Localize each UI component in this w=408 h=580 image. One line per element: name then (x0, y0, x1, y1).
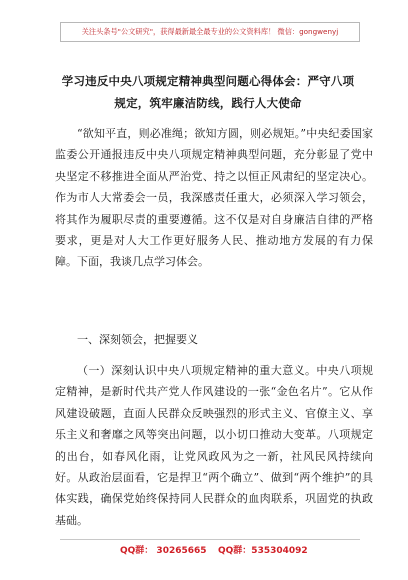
footer-qq-group-1: QQ群： 30265665 (120, 546, 207, 556)
body-section-intro (55, 123, 373, 273)
page-footer (60, 539, 360, 557)
document-title (58, 70, 358, 114)
title-line-2: 规定，筑牢廉洁防线，践行人大使命 (114, 96, 302, 110)
title-line-1: 学习违反中央八项规定精神典型问题心得体会：严守八项 (61, 74, 355, 88)
footer-qq-group-2: QQ群：535304092 (218, 546, 308, 556)
body-section-heading (55, 329, 373, 350)
promo-banner: 关注头条号"公文研究"，获得最新最全最专业的公文资料库！ 微信：gongwenyj (60, 22, 360, 42)
paragraph-intro: “欲知平直，则必准绳；欲知方圆，则必规矩。”中央纪委国家监委公开通报违反中央八项规定精神典型问题，充分彰显了党中央坚定不移推进全面从严治党、持之以恒正风肃纪的坚定决心。作为市人大常委会一员，我深感责任重大，必须深入学习领会，将其作为履职尽责的重要遵循。这不仅是对自身廉洁自律的严格要求，更是对人大工作更好服务人民、推动地方发展的有力保障。下面，我谈几点学习体会。 (55, 127, 373, 269)
paragraph-significance: （一）深刻认识中央八项规定精神的重大意义。中央八项规定精神，是新时代共产党人作风建设的一张“金色名片”。它从作风建设破题，直面人民群众反映强烈的形式主义、官僚主义、享乐主义和奢靡之风等突出问题，以小切口推动大变革。八项规定的出台，如春风化雨，让党风政风为之一新，社风民风持续向好。从政治层面看，它是捍卫“两个确立”、做到“两个维护”的具体实践，确保党始终保持同人民群众的血肉联系，巩固党的执政基础。 (55, 364, 373, 527)
section-heading: 一、深刻领会，把握要义 (77, 333, 198, 346)
body-section-content (55, 360, 373, 531)
